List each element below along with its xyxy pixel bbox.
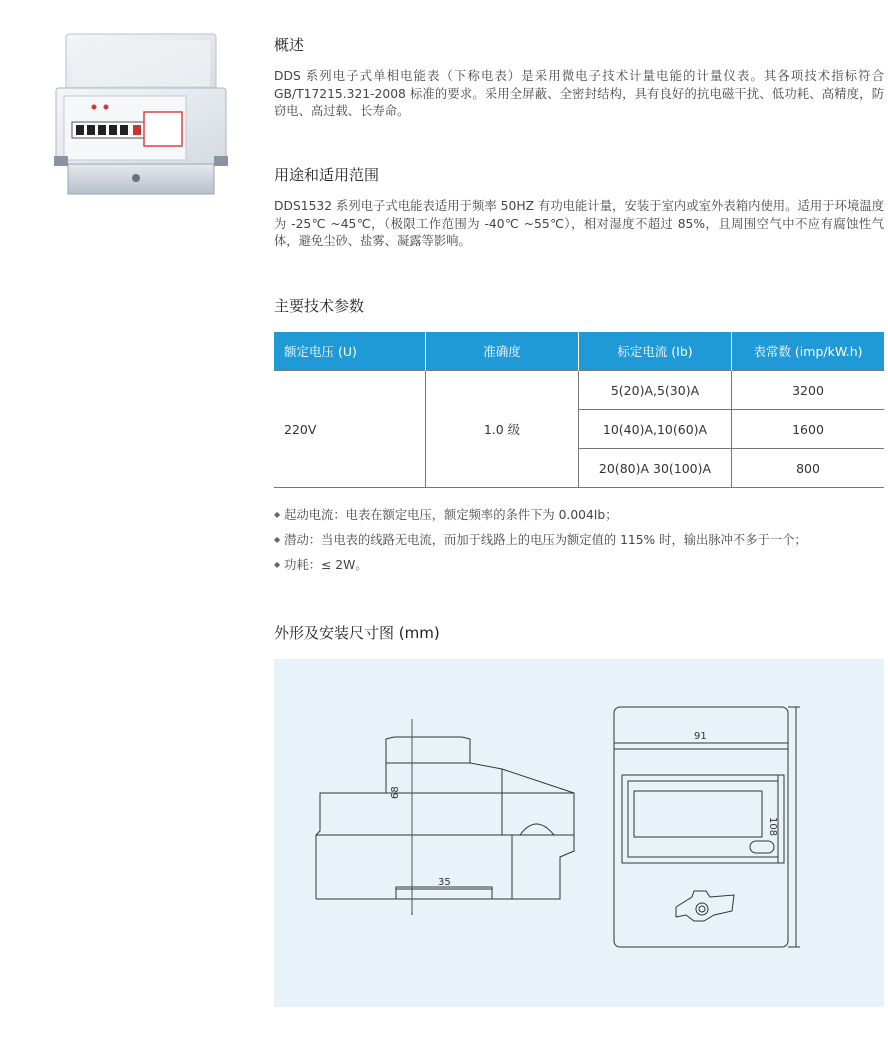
cell-voltage: 220V: [274, 371, 426, 488]
cell-current: 5(20)A,5(30)A: [579, 371, 732, 410]
cell-constant: 3200: [732, 371, 885, 410]
params-heading: 主要技术参数: [274, 297, 365, 315]
overview-text: DDS 系列电子式单相电能表（下称电表）是采用微电子技术计量电能的计量仪表。其各项技术指标符合 GB/T17215.321-2008 标准的要求。采用全屏蔽、全密封结构，具有良好的抗电磁干扰、低功耗、高精度，防窃电、高过载、长寿命。: [274, 69, 884, 118]
overview-heading: 概述: [274, 36, 305, 54]
header-accuracy: 准确度: [426, 332, 579, 371]
usage-heading: 用途和适用范围: [274, 166, 380, 184]
list-item: ◆ 起动电流：电表在额定电压，额定频率的条件下为 0.004Ib；: [274, 508, 618, 522]
cell-constant: 800: [732, 449, 885, 488]
note-text: 潜动：当电表的线路无电流，而加于线路上的电压为额定值的 115% 时，输出脉冲不多于一个；: [284, 533, 807, 547]
dim-label-108: 108: [767, 817, 778, 837]
table-row: [274, 371, 884, 410]
note-text: 功耗：≤ 2W。: [284, 558, 368, 572]
params-table: [274, 332, 884, 488]
dim-label-91: 91: [694, 731, 707, 742]
dimensions-heading: 外形及安装尺寸图 (mm): [274, 624, 440, 642]
header-constant: 表常数 (imp/kW.h): [732, 332, 885, 371]
cell-current: 20(80)A 30(100)A: [579, 449, 732, 488]
dim-label-68: 68: [390, 786, 401, 799]
cell-current: 10(40)A,10(60)A: [579, 410, 732, 449]
usage-text: DDS1532 系列电子式电能表适用于频率 50HZ 有功电能计量，安装于室内或室外表箱内使用。适用于环境温度为 -25℃ ~45℃，（极限工作范围为 -40℃ ~55℃），相对湿度不超过 85%，且周围空气中不应有腐蚀性气体，避免尘砂、盐雾、凝露等影响。: [274, 199, 884, 248]
header-current: 标定电流 (Ib): [579, 332, 732, 371]
list-item: ◆ 功耗：≤ 2W。: [274, 558, 368, 572]
header-voltage: 额定电压 (U): [274, 332, 426, 371]
notes-list: [274, 506, 807, 581]
list-item: ◆ 潜动：当电表的线路无电流，而加于线路上的电压为额定值的 115% 时，输出脉冲不多于一个；: [274, 533, 807, 547]
dimension-drawing-svg: [274, 659, 884, 1007]
note-text: 起动电流：电表在额定电压，额定频率的条件下为 0.004Ib；: [284, 508, 618, 522]
params-header-row: [274, 332, 884, 371]
product-image: [54, 28, 234, 198]
dim-label-35: 35: [438, 877, 451, 888]
cell-accuracy: 1.0 级: [426, 371, 579, 488]
dimension-drawing: [274, 659, 884, 1007]
cell-constant: 1600: [732, 410, 885, 449]
